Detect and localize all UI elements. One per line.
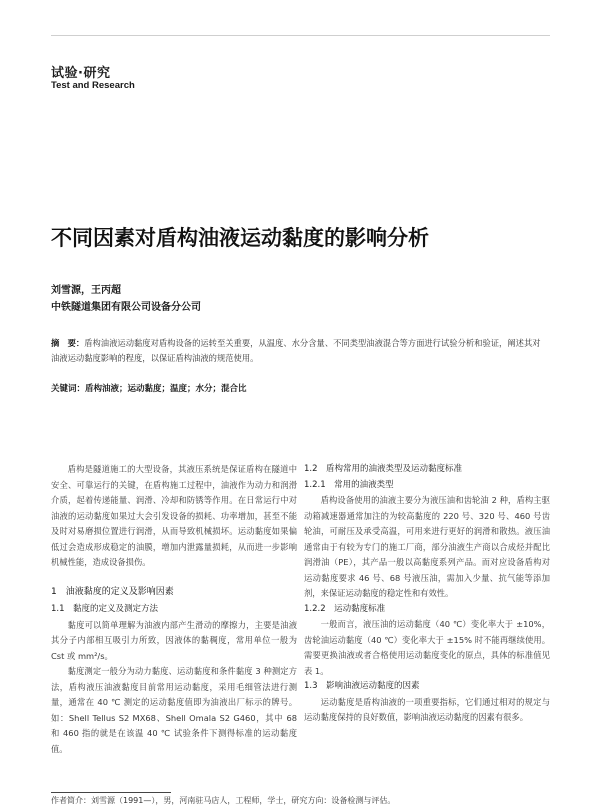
abstract-text: 盾构油液运动黏度对盾构设备的运转至关重要，从温度、水分含量、不同类型油液混合等方面进行试验分析和验证，阐述其对油液运动黏度影响的程度，以保证盾构油液的规范使用。 <box>51 338 541 363</box>
body-column-left <box>51 462 297 757</box>
subsection-heading-1-2: 1.2 盾构常用的油液类型及运动黏度标准 <box>304 464 463 474</box>
section-label-en: Test and Research <box>51 80 135 91</box>
header-rule <box>51 35 550 36</box>
abstract-label: 摘 要： <box>51 338 85 348</box>
author-footnote: 作者简介：刘雪源（1991—），男，河南驻马店人，工程师，学士，研究方向：设备检测与评估。 <box>51 796 396 805</box>
keywords-text: 盾构油液；运动黏度；温度；水分；混合比 <box>85 384 247 394</box>
keywords <box>51 382 247 394</box>
keywords-label: 关键词： <box>51 384 86 394</box>
subsection-heading-1-1: 1.1 黏度的定义及测定方法 <box>51 604 159 614</box>
intro-paragraph: 盾构是隧道施工的大型设备，其液压系统是保证盾构在隧道中安全、可靠运行的关键，在盾构施工过程中，油液作为动力和润滑介质，起着传递能量、润滑、冷却和防锈等作用。在日常运行中对油液的运动黏度如果过大会引发设备的损耗、功率增加，甚至不能及时对易磨损位置进行润滑，从而导致机械损坏。运动黏度如果偏低过会造成形成稳定的油膜，增加内泄露量损耗，从而进一步影响机械性能，造成设备损伤。 <box>51 464 297 567</box>
section-label-cn: 试验·研究 <box>51 66 111 81</box>
paragraph-1-2-2: 一般而言，液压油的运动黏度（40 ℃）变化率大于 ±10%，齿轮油运动黏度（40 ℃）变化率大于 ±15% 时不能再继续使用。需要更换油液或者合格使用运动黏度变化的原点，具体的标准值见表 1。 <box>304 619 550 676</box>
article-title: 不同因素对盾构油液运动黏度的影响分析 <box>51 226 429 250</box>
affiliation: 中铁隧道集团有限公司设备分公司 <box>51 302 201 313</box>
abstract <box>51 336 546 366</box>
subsection-heading-1-3: 1.3 影响油液运动黏度的因素 <box>304 681 420 691</box>
authors: 刘雪源，王丙超 <box>51 285 121 296</box>
paragraph-1-3: 运动黏度是盾构油液的一项重要指标，它们通过相对的规定与运动黏度保持的良好数值，影响油液运动黏度的因素有很多。 <box>304 696 550 722</box>
body-column-right <box>304 462 550 726</box>
section-heading-1: 1 油液黏度的定义及影响因素 <box>51 586 174 597</box>
subsection-heading-1-2-1: 1.2.1 常用的油液类型 <box>304 479 394 490</box>
footnote-rule <box>51 792 171 793</box>
paragraph-1-1-b: 黏度测定一般分为动力黏度、运动黏度和条件黏度 3 种测定方法，盾构液压油液黏度目前常用运动黏度，采用毛细管法进行测量，通常在 40 ℃ 测定的运动黏度值即为油液出厂标示的牌号。如：Shell Tellus S2 MX68、Shell Omala S2 G460，其中 68 和 460 指的就是在该温 40 ℃ 试验条件下测得标准的运动黏度值。 <box>51 666 297 754</box>
paragraph-1-1-a: 黏度可以简单理解为油液内部产生滑动的摩擦力，主要是油液其分子内部相互吸引力所致，因液体的黏稠度，常用单位一般为 Cst 或 mm²/s。 <box>51 619 297 661</box>
paragraph-1-2-1: 盾构设备使用的油液主要分为液压油和齿轮油 2 种，盾构主驱动箱减速器通常加注的为较高黏度的 220 号、320 号、460 号齿轮油，可耐压及承受高温，可用来进行更好的润滑和散热。液压油通常由于有较为专门的施工厂商，部分油液生产商以合成烃并配比润滑油（PE），其产品一般以高黏度系列产品。而对应设备盾构对运动黏度要求 46 号、68 号液压油，需加入少量、抗气能等添加剂，来保证运动黏度的稳定性和有效性。 <box>304 495 550 598</box>
subsection-heading-1-2-2: 1.2.2 运动黏度标准 <box>304 603 386 614</box>
